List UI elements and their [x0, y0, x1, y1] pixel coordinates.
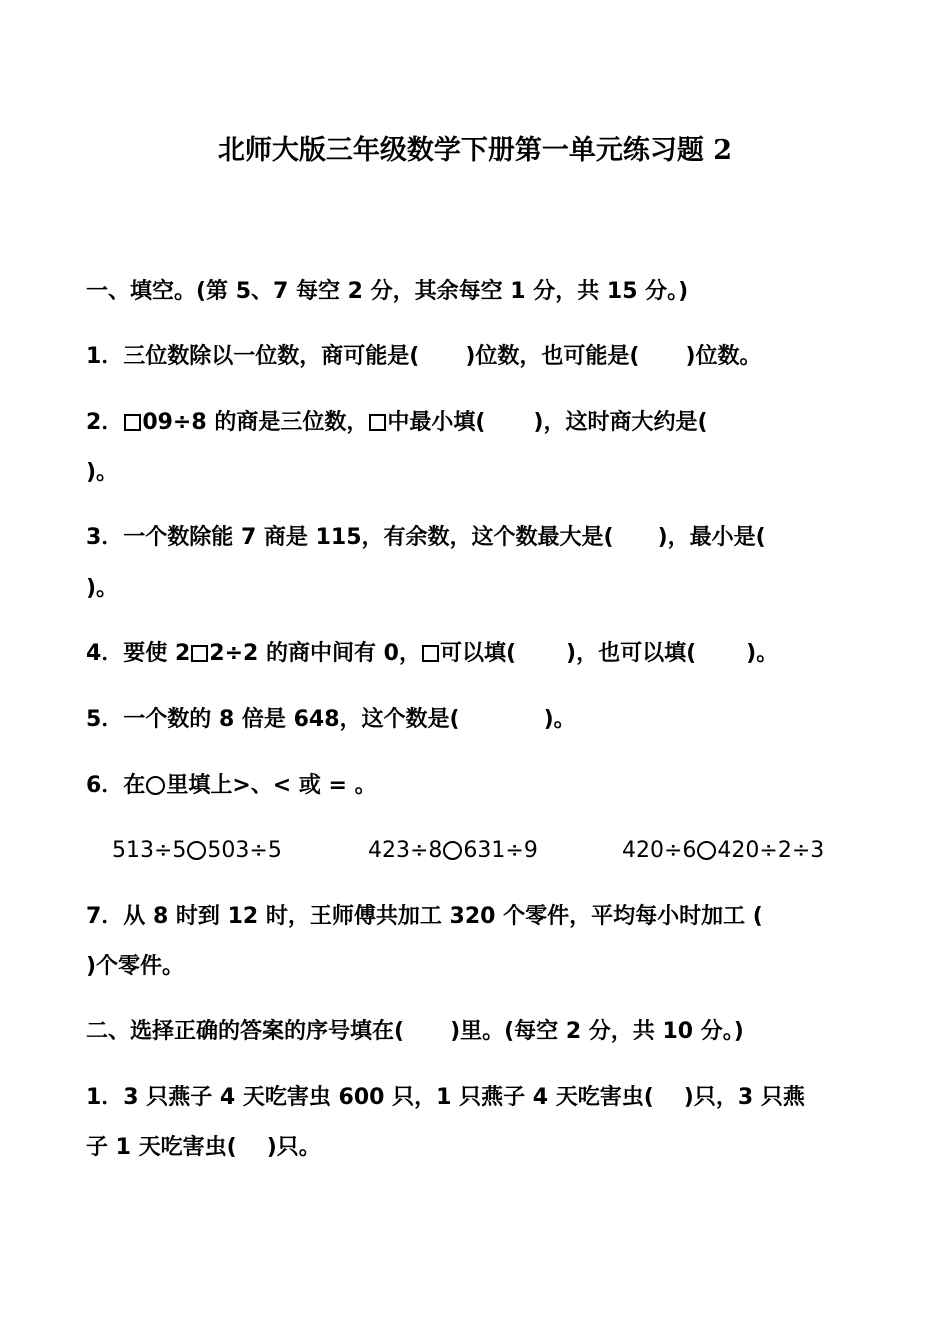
q4-text-b: 2÷2 的商中间有 0，: [209, 641, 421, 666]
s2q1-line2-b: )只。: [266, 1135, 321, 1160]
blank-square-icon: [191, 645, 208, 662]
section2-heading-a: 二、选择正确的答案的序号填在(: [86, 1019, 405, 1044]
q5-text-a: 5．一个数的 8 倍是 648，这个数是(: [86, 707, 460, 732]
q5-text-b: )。: [543, 707, 576, 732]
s2q1-text-b: )只，3 只燕: [683, 1085, 805, 1110]
comparison-3: [622, 836, 824, 866]
comparison-2: [368, 836, 538, 866]
q1-text-c: )位数。: [685, 344, 762, 369]
blank-circle-icon: [697, 841, 716, 860]
question-7: 7．从 8 时到 12 时，王师傅共加工 320 个零件，平均每小时加工 (: [86, 904, 763, 929]
section2-question-1: [86, 1083, 805, 1113]
q6-text-a: 6．在: [86, 773, 146, 798]
q2-num: 2．: [86, 410, 124, 435]
comparison-1-right: 503÷5: [207, 838, 282, 863]
question-6: [86, 771, 377, 801]
q6-text-b: 里填上>、< 或 = 。: [166, 773, 377, 798]
section1-heading: 一、填空。(第 5、7 每空 2 分，其余每空 1 分，共 15 分。): [86, 279, 689, 304]
q1-text-b: )位数，也可能是(: [465, 344, 640, 369]
blank-circle-icon: [443, 841, 462, 860]
blank-square-icon: [369, 414, 386, 431]
question-1: [86, 342, 762, 372]
question-2: [86, 408, 708, 438]
q2-text-c: )，这时商大约是(: [533, 410, 708, 435]
blank-square-icon: [124, 414, 141, 431]
question-5: [86, 705, 576, 735]
comparison-1-left: 513÷5: [112, 838, 187, 863]
comparison-3-left: 420÷6: [622, 838, 697, 863]
section2-question-1-line2: [86, 1133, 321, 1163]
question-3-line2: )。: [86, 576, 119, 601]
blank-circle-icon: [146, 776, 165, 795]
q4-text-c: 可以填(: [439, 641, 517, 666]
comparison-2-right: 631÷9: [463, 838, 538, 863]
q2-text-b: 中最小填(: [387, 410, 486, 435]
comparison-3-right: 420÷2÷3: [717, 838, 825, 863]
q2-text-a: 09÷8 的商是三位数，: [142, 410, 369, 435]
question-4: [86, 639, 778, 669]
q3-text-b: )，最小是(: [657, 525, 766, 550]
comparison-1: [112, 836, 282, 866]
section2-heading: [86, 1017, 744, 1047]
q4-text-a: 4．要使 2: [86, 641, 191, 666]
blank-square-icon: [422, 645, 439, 662]
q4-text-e: )。: [746, 641, 779, 666]
q1-text-a: 1．三位数除以一位数，商可能是(: [86, 344, 420, 369]
comparison-2-left: 423÷8: [368, 838, 443, 863]
question-2-line2: )。: [86, 460, 119, 485]
page-title: 北师大版三年级数学下册第一单元练习题 2: [217, 135, 733, 166]
question-3: [86, 523, 766, 553]
s2q1-text-a: 1．3 只燕子 4 天吃害虫 600 只，1 只燕子 4 天吃害虫(: [86, 1085, 654, 1110]
s2q1-line2-a: 子 1 天吃害虫(: [86, 1135, 237, 1160]
blank-circle-icon: [187, 841, 206, 860]
q3-text-a: 3．一个数除能 7 商是 115，有余数，这个数最大是(: [86, 525, 614, 550]
q4-text-d: )，也可以填(: [566, 641, 697, 666]
question-7-line2: )个零件。: [86, 954, 185, 979]
section2-heading-b: )里。(每空 2 分，共 10 分。): [450, 1019, 744, 1044]
